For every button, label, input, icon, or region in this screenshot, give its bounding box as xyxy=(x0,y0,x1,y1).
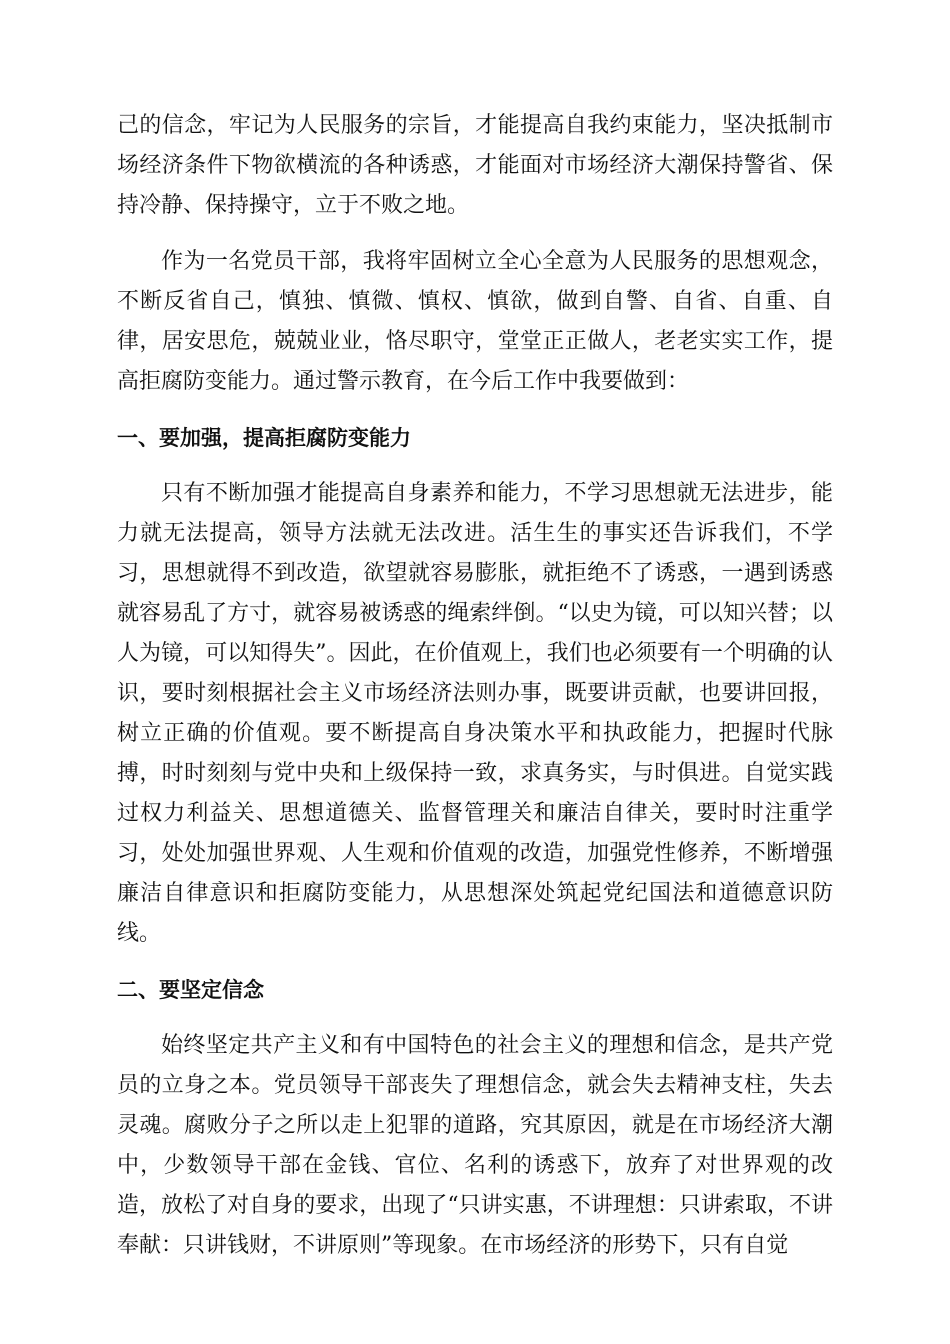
paragraph-section-1: 只有不断加强才能提高自身素养和能力，不学习思想就无法进步，能力就无法提高，领导方法就无法改进。活生生的事实还告诉我们，不学习，思想就得不到改造，欲望就容易膨胀，就拒绝不了诱惑，一遇到诱惑就容易乱了方寸，就容易被诱惑的绳索绊倒。“以史为镜，可以知兴替；以人为镜，可以知得失”。因此，在价值观上，我们也必须要有一个明确的认识，要时刻根据社会主义市场经济法则办事，既要讲贡献，也要讲回报，树立正确的价值观。要不断提高自身决策水平和执政能力，把握时代脉搏，时时刻刻与党中央和上级保持一致，求真务实，与时俱进。自觉实践过权力利益关、思想道德关、监督管理关和廉洁自律关，要时时注重学习，处处加强世界观、人生观和价值观的改造，加强党性修养，不断增强廉洁自律意识和拒腐防变能力，从思想深处筑起党纪国法和道德意识防线。 xyxy=(117,481,833,946)
paragraph-continuation: 己的信念，牢记为人民服务的宗旨，才能提高自我约束能力，坚决抵制市场经济条件下物欲横流的各种诱惑，才能面对市场经济大潮保持警省、保持冷静、保持操守，立于不败之地。 xyxy=(117,113,833,218)
paragraph-section-2: 始终坚定共产主义和有中国特色的社会主义的理想和信念，是共产党员的立身之本。党员领导干部丧失了理想信念，就会失去精神支柱，失去灵魂。腐败分子之所以走上犯罪的道路，究其原因，就是在市场经济大潮中，少数领导干部在金钱、官位、名利的诱惑下，放弃了对世界观的改造，放松了对自身的要求，出现了“只讲实惠，不讲理想：只讲索取，不讲奉献：只讲钱财，不讲原则”等现象。在市场经济的形势下，只有自觉 xyxy=(117,1033,833,1258)
document-page xyxy=(117,106,833,1282)
paragraph-commitment: 作为一名党员干部，我将牢固树立全心全意为人民服务的思想观念，不断反省自己，慎独、慎微、慎权、慎欲，做到自警、自省、自重、自律，居安思危，兢兢业业，恪尽职守，堂堂正正做人，老老实实工作，提高拒腐防变能力。通过警示教育，在今后工作中我要做到： xyxy=(117,249,833,394)
section-heading-1: 一、要加强，提高拒腐防变能力 xyxy=(117,426,411,450)
section-heading-2: 二、要坚定信念 xyxy=(117,978,264,1002)
